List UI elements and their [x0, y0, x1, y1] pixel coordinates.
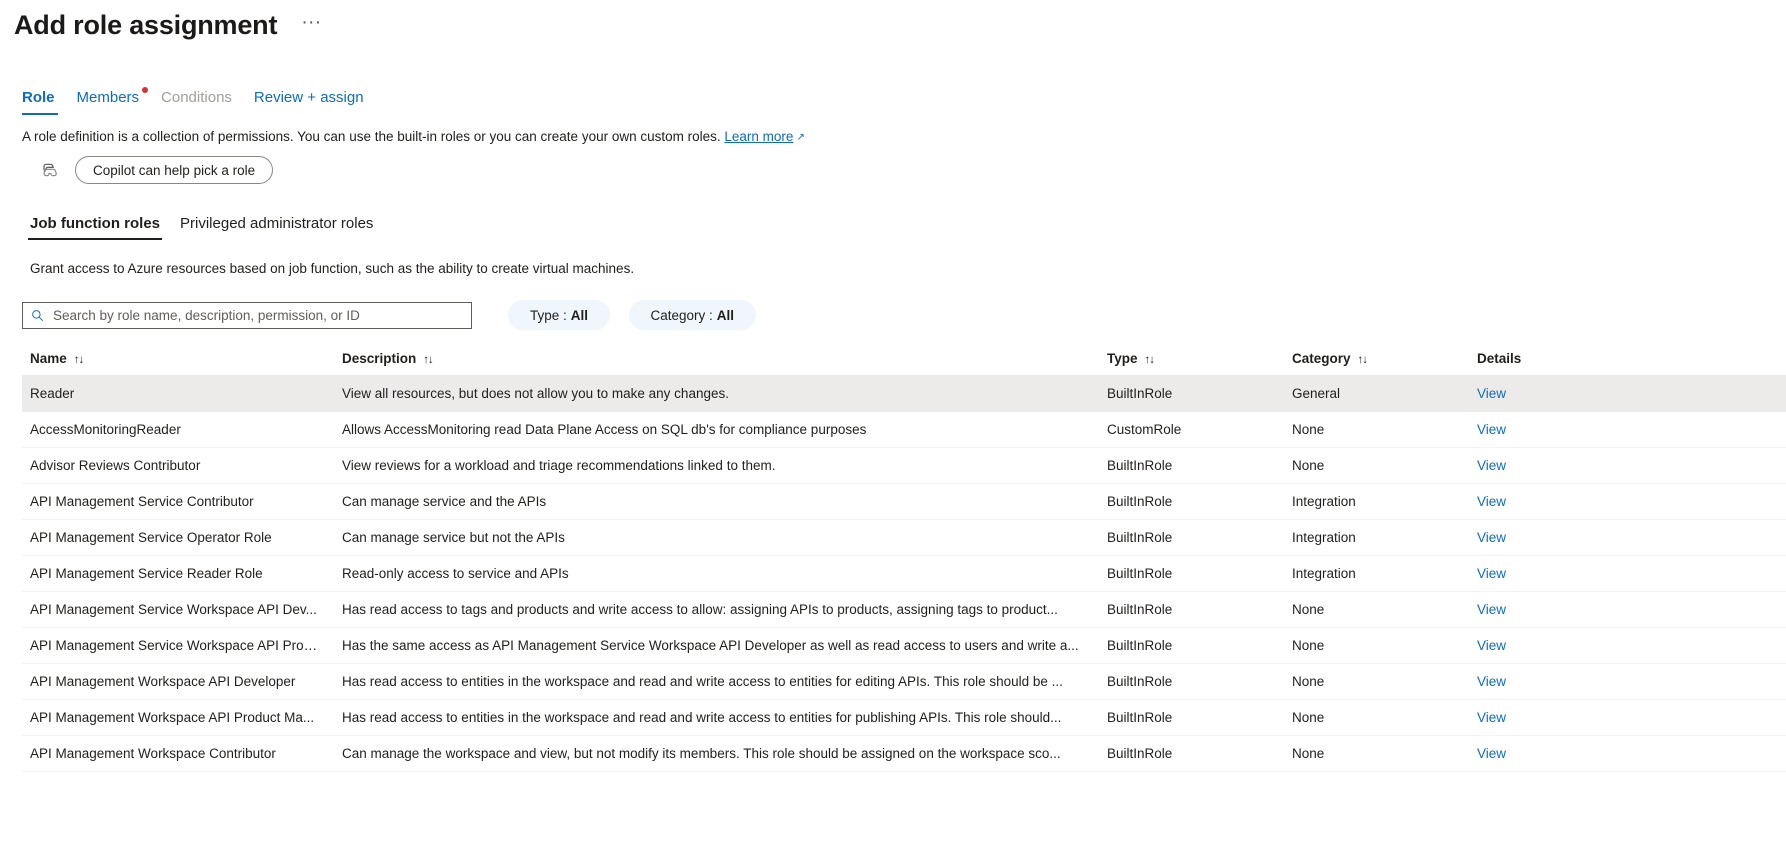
- external-link-icon: ↗︎: [796, 132, 805, 143]
- cell-name: API Management Service Operator Role: [22, 520, 332, 556]
- view-details-link[interactable]: View: [1477, 710, 1507, 725]
- cell-details: [1467, 628, 1786, 664]
- cell-description: Has read access to entities in the workspace and read and write access to entities for publishing APIs. This role should...: [332, 700, 1097, 736]
- tab-members-label: Members: [76, 89, 140, 106]
- tab-review-assign[interactable]: [243, 89, 375, 115]
- cell-name: API Management Workspace API Developer: [22, 664, 332, 700]
- view-details-link[interactable]: View: [1477, 386, 1507, 401]
- cell-type: BuiltInRole: [1097, 628, 1282, 664]
- cell-details: [1467, 592, 1786, 628]
- table-row[interactable]: [22, 448, 1786, 484]
- cell-category: None: [1282, 664, 1467, 700]
- cell-type: BuiltInRole: [1097, 700, 1282, 736]
- search-box[interactable]: [22, 302, 472, 329]
- roles-table-container: [22, 351, 1786, 772]
- learn-more-label: Learn more: [724, 129, 794, 144]
- cell-description: Can manage service but not the APIs: [332, 520, 1097, 556]
- column-header-type[interactable]: [1097, 351, 1282, 376]
- cell-category: Integration: [1282, 520, 1467, 556]
- search-icon: [31, 309, 44, 322]
- role-intro-sentence: A role definition is a collection of permissions. You can use the built-in roles or you can create your own custom roles.: [22, 129, 721, 144]
- sort-arrows-icon: ↑↓: [1144, 354, 1155, 366]
- wizard-tabs: [14, 81, 1786, 115]
- cell-details: [1467, 412, 1786, 448]
- filter-pills: [508, 300, 756, 330]
- cell-type: BuiltInRole: [1097, 664, 1282, 700]
- column-header-details: [1467, 351, 1786, 376]
- cell-description: Has the same access as API Management Service Workspace API Developer as well as read access to users and write a...: [332, 628, 1097, 664]
- cell-category: Integration: [1282, 484, 1467, 520]
- cell-name: API Management Service Reader Role: [22, 556, 332, 592]
- cell-type: BuiltInRole: [1097, 448, 1282, 484]
- table-header-row: [22, 351, 1786, 376]
- cell-name: API Management Service Workspace API Prod...: [22, 628, 332, 664]
- tab-job-function-roles-label: Job function roles: [30, 215, 161, 232]
- cell-description: Read-only access to service and APIs: [332, 556, 1097, 592]
- column-header-description[interactable]: [332, 351, 1097, 376]
- copilot-pick-role-button[interactable]: Copilot can help pick a role: [75, 156, 273, 184]
- filter-type-pill[interactable]: [508, 300, 610, 330]
- cell-description: View all resources, but does not allow you to make any changes.: [332, 376, 1097, 412]
- view-details-link[interactable]: View: [1477, 530, 1507, 545]
- filter-type-label: Type :: [530, 307, 567, 323]
- search-input[interactable]: [51, 307, 465, 324]
- table-row[interactable]: [22, 484, 1786, 520]
- view-details-link[interactable]: View: [1477, 422, 1507, 437]
- table-row[interactable]: [22, 376, 1786, 412]
- sort-arrows-icon: ↑↓: [73, 354, 84, 366]
- cell-type: CustomRole: [1097, 412, 1282, 448]
- tab-role-label: Role: [22, 89, 55, 106]
- tab-privileged-administrator-roles-label: Privileged administrator roles: [180, 215, 374, 232]
- filter-category-value: All: [716, 307, 735, 323]
- required-dot-icon: [142, 87, 148, 93]
- view-details-link[interactable]: View: [1477, 602, 1507, 617]
- table-row[interactable]: [22, 592, 1786, 628]
- cell-name: AccessMonitoringReader: [22, 412, 332, 448]
- cell-description: Has read access to tags and products and write access to allow: assigning APIs to products, assigning tags to product...: [332, 592, 1097, 628]
- role-type-tabs: [22, 210, 1786, 240]
- view-details-link[interactable]: View: [1477, 674, 1507, 689]
- cell-description: Allows AccessMonitoring read Data Plane Access on SQL db's for compliance purposes: [332, 412, 1097, 448]
- filter-bar: [22, 300, 1786, 330]
- cell-name: API Management Workspace API Product Ma...: [22, 700, 332, 736]
- cell-type: BuiltInRole: [1097, 556, 1282, 592]
- column-header-name-label: Name: [30, 351, 67, 366]
- column-header-category[interactable]: [1282, 351, 1467, 376]
- cell-category: None: [1282, 592, 1467, 628]
- role-intro-text: [22, 128, 1786, 147]
- tab-review-assign-label: Review + assign: [253, 89, 364, 106]
- cell-category: None: [1282, 412, 1467, 448]
- cell-name: Advisor Reviews Contributor: [22, 448, 332, 484]
- cell-category: General: [1282, 376, 1467, 412]
- cell-description: Can manage the workspace and view, but not modify its members. This role should be assigned on the workspace sco...: [332, 736, 1097, 772]
- table-row[interactable]: [22, 700, 1786, 736]
- job-function-description: Grant access to Azure resources based on job function, such as the ability to create virtual machines.: [30, 261, 635, 276]
- table-row[interactable]: [22, 412, 1786, 448]
- roles-table-body: [22, 376, 1786, 772]
- cell-category: None: [1282, 448, 1467, 484]
- cell-type: BuiltInRole: [1097, 736, 1282, 772]
- cell-type: BuiltInRole: [1097, 484, 1282, 520]
- view-details-link[interactable]: View: [1477, 746, 1507, 761]
- learn-more-link[interactable]: [724, 129, 793, 144]
- view-details-link[interactable]: View: [1477, 638, 1507, 653]
- cell-details: [1467, 484, 1786, 520]
- cell-type: BuiltInRole: [1097, 376, 1282, 412]
- title-row: [0, 0, 1786, 42]
- tab-privileged-administrator-roles[interactable]: [170, 215, 383, 240]
- table-row[interactable]: [22, 556, 1786, 592]
- sort-arrows-icon: ↑↓: [1357, 354, 1368, 366]
- view-details-link[interactable]: View: [1477, 566, 1507, 581]
- cell-category: Integration: [1282, 556, 1467, 592]
- tab-job-function-roles[interactable]: [22, 215, 170, 240]
- view-details-link[interactable]: View: [1477, 458, 1507, 473]
- cell-name: Reader: [22, 376, 332, 412]
- more-options-button[interactable]: ···: [301, 11, 322, 33]
- cell-description: Has read access to entities in the workspace and read and write access to entities for editing APIs. This role should be ...: [332, 664, 1097, 700]
- column-header-details-label: Details: [1477, 351, 1522, 366]
- column-header-description-label: Description: [342, 351, 417, 366]
- sort-arrows-icon: ↑↓: [423, 354, 433, 366]
- column-header-type-label: Type: [1107, 351, 1138, 366]
- cell-details: [1467, 376, 1786, 412]
- copilot-row: [38, 156, 1786, 184]
- tab-role[interactable]: [14, 89, 66, 115]
- view-details-link[interactable]: View: [1477, 494, 1507, 509]
- filter-category-label: Category :: [650, 307, 713, 323]
- cell-description: View reviews for a workload and triage recommendations linked to them.: [332, 448, 1097, 484]
- cell-type: BuiltInRole: [1097, 520, 1282, 556]
- cell-category: None: [1282, 700, 1467, 736]
- copilot-icon: [38, 157, 64, 183]
- cell-category: None: [1282, 736, 1467, 772]
- tab-conditions: [150, 89, 243, 115]
- table-row[interactable]: [22, 628, 1786, 664]
- table-row[interactable]: [22, 664, 1786, 700]
- table-row[interactable]: [22, 736, 1786, 772]
- roles-table: [22, 351, 1786, 772]
- cell-type: BuiltInRole: [1097, 592, 1282, 628]
- cell-details: [1467, 520, 1786, 556]
- cell-details: [1467, 664, 1786, 700]
- cell-description: Can manage service and the APIs: [332, 484, 1097, 520]
- cell-name: API Management Service Contributor: [22, 484, 332, 520]
- filter-category-pill[interactable]: [629, 300, 757, 330]
- cell-details: [1467, 736, 1786, 772]
- cell-name: API Management Workspace Contributor: [22, 736, 332, 772]
- column-header-category-label: Category: [1292, 351, 1351, 366]
- cell-name: API Management Service Workspace API Dev...: [22, 592, 332, 628]
- filter-type-value: All: [570, 307, 589, 323]
- cell-category: None: [1282, 628, 1467, 664]
- tab-members[interactable]: [66, 89, 151, 115]
- column-header-name[interactable]: [22, 351, 332, 376]
- tab-conditions-label: Conditions: [161, 89, 232, 106]
- cell-details: [1467, 448, 1786, 484]
- cell-details: [1467, 700, 1786, 736]
- page-title: Add role assignment: [14, 10, 278, 40]
- cell-details: [1467, 556, 1786, 592]
- table-row[interactable]: [22, 520, 1786, 556]
